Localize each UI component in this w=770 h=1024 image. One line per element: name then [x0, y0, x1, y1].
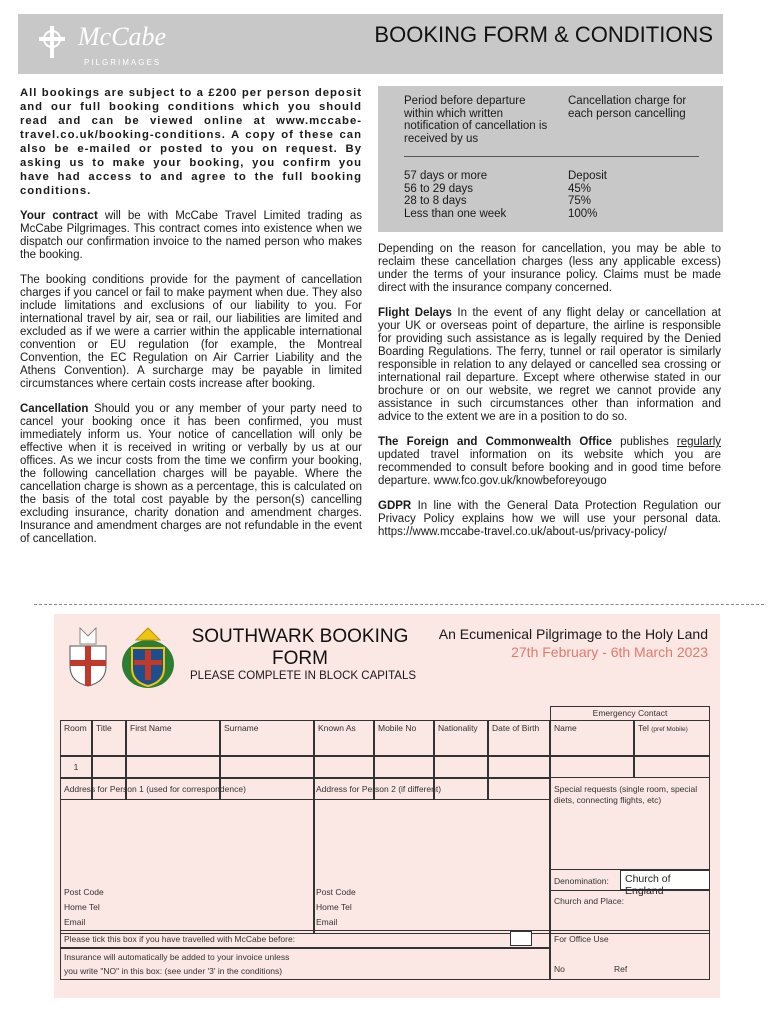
contract-paragraph — [20, 210, 362, 262]
charge-value: 100% — [568, 207, 598, 220]
tel-note: (pref Mobile) — [651, 726, 688, 733]
table-divider — [404, 156, 699, 157]
mobile-cell-1[interactable] — [374, 756, 434, 778]
cut-line — [34, 604, 764, 605]
cancellation-heading: Cancellation — [20, 403, 89, 415]
period-list — [404, 170, 506, 220]
tel-label: Tel — [638, 723, 649, 733]
page-title: BOOKING FORM & CONDITIONS — [374, 22, 713, 47]
logo-subtitle: PILGRIMAGES — [84, 58, 162, 67]
flight-delays-heading: Flight Delays — [378, 307, 452, 319]
col-first-name: First Name — [126, 720, 220, 756]
fco-heading: The Foreign and Commonwealth Office — [378, 436, 612, 448]
nationality-cell-1[interactable] — [434, 756, 488, 778]
conditions-left-column — [20, 86, 362, 546]
denomination-label: Denomination: — [554, 876, 609, 886]
room-cell — [60, 756, 92, 778]
period-row: 57 days or more — [404, 170, 488, 182]
booking-form — [54, 614, 720, 998]
celtic-cross-icon — [34, 24, 70, 60]
period-row: 28 to 8 days — [404, 195, 467, 207]
flight-delays-text: In the event of any flight delay or cancellation at your UK or overseas point of departure, the airline is responsible for providing such assistance as is legally required by the Denied Boarding Regulations. The ferry, tunnel or rail operator is similarly responsible in relation to any delayed or cancelled sea crossing or international rail departure. Except where otherwise stated in our brochure or on our website, we regret we cannot provide any assistance in such circumstances other than information and advice to the extent we are in a position to do so. — [378, 307, 721, 423]
booking-conditions-paragraph: The booking conditions provide for the payment of cancellation charges if you cancel or fail to make payment when due. They also include limitations and exclusions of our liability to you. For international travel by air, sea or rail, our liabilities are limited and excluded as if we were a carrier within the applicable international convention or EU regulation (for example, the Montreal Convention, the EC Regulation on Air Carrier Liability and the Athens Convention). A surcharge may be payable in limited circumstances where certain costs increase after booking. — [20, 274, 362, 390]
address-person-1-label: Address for Person 1 (used for correspondence) — [64, 784, 246, 794]
conditions-right-column — [378, 243, 721, 539]
cathedral-crest-icon — [116, 624, 180, 690]
cancellation-text: Should you or any member of your party need to cancel your booking once it has been confirmed, you must immediately inform us. Your notice of cancellation will only be effective when it is received in writing or verbally by us at our offices. As we incur costs from the time we confirm your booking, the following cancellation charges will be payable. Where the cancellation charge is shown as a percentage, this is calculated on the basis of the total cost payable by the person(s) cancelling excluding insurance, charity donation and amendment charges. Insurance and amendment charges are not refundable in the event of cancellation. — [20, 403, 362, 545]
col-room: Room — [60, 720, 92, 756]
fco-text-2: updated travel information on its website which you are recommended to consult before booking and in good time before departure. www.fco.gov.uk/knowbeforeyougo — [378, 449, 721, 487]
intro-statement: All bookings are subject to a £200 per person deposit and our full booking conditions which you should read and can be viewed online at www.mccabe-travel.co.uk/booking-conditions. A copy of these can also be e-mailed or posted to you on request. By asking us to make your booking, you confirm you have had access to and agree to the full booking conditions. — [20, 87, 362, 197]
fco-regularly: regularly — [676, 436, 721, 448]
denomination-divider — [550, 890, 710, 891]
email-label-2: Email — [316, 917, 338, 927]
period-row: 56 to 29 days — [404, 182, 474, 195]
room-number: 1 — [60, 756, 92, 778]
dob-cell-1[interactable] — [488, 756, 550, 778]
col-date-of-birth: Date of Birth — [488, 720, 550, 756]
fco-paragraph — [378, 436, 721, 488]
gdpr-text: In line with the General Data Protection Regulation our Privacy Policy explains how we will use your personal data. https://www.mccabe-travel.co.uk/about-us/privacy-policy/ — [378, 500, 721, 538]
page-header — [18, 14, 723, 74]
diocese-shield-icon — [66, 626, 110, 688]
cancellation-charges-table — [378, 86, 723, 232]
office-no-label: No — [554, 964, 565, 974]
flight-delays-paragraph — [378, 307, 721, 424]
insurance-line-1: Insurance will automatically be added to your invoice unless — [64, 952, 290, 962]
col-surname: Surname — [220, 720, 314, 756]
charge-value: Deposit — [568, 170, 607, 182]
gdpr-paragraph — [378, 500, 721, 539]
col-emergency-tel — [634, 720, 710, 756]
col-nationality: Nationality — [434, 720, 488, 756]
charge-list — [568, 170, 607, 220]
event-title: An Ecumenical Pilgrimage to the Holy Land — [438, 626, 708, 642]
form-subtitle: PLEASE COMPLETE IN BLOCK CAPITALS — [190, 670, 417, 682]
address-person-2-label: Address for Person 2 (if different) — [316, 784, 442, 794]
emergency-tel-cell-1[interactable] — [634, 756, 710, 778]
surname-cell-1[interactable] — [220, 756, 314, 778]
emergency-name-cell-1[interactable] — [550, 756, 634, 778]
col-emergency-name: Name — [550, 720, 634, 756]
insurance-line-2: you write "NO" in this box: (see under '3' in the conditions) — [64, 966, 283, 976]
period-column-header: Period before departure within which written notification of cancellation is received by us — [404, 95, 548, 145]
col-mobile-no: Mobile No — [374, 720, 434, 756]
contract-text: will be with McCabe Travel Limited trading as McCabe Pilgrimages. This contract comes into existence when we dispatch our confirmation invoice to the named person who makes the booking. — [20, 210, 362, 261]
first-name-cell-1[interactable] — [126, 756, 220, 778]
col-title: Title — [92, 720, 126, 756]
home-tel-label-2: Home Tel — [316, 902, 352, 912]
event-dates: 27th February - 6th March 2023 — [511, 644, 708, 660]
known-as-cell-1[interactable] — [314, 756, 374, 778]
email-label-1: Email — [64, 917, 86, 927]
logo-name: McCabe — [78, 22, 167, 51]
office-use-label: For Office Use — [554, 934, 609, 944]
denomination-value[interactable]: Church of England — [620, 870, 710, 890]
gdpr-heading: GDPR — [378, 500, 412, 512]
col-known-as: Known As — [314, 720, 374, 756]
charge-value: 45% — [568, 182, 592, 195]
post-code-label-1: Post Code — [64, 887, 104, 897]
emergency-contact-header: Emergency Contact — [550, 706, 710, 720]
form-title: SOUTHWARK BOOKING FORM — [191, 626, 409, 669]
home-tel-label-1: Home Tel — [64, 902, 100, 912]
post-code-label-2: Post Code — [316, 887, 356, 897]
contract-heading: Your contract — [20, 210, 98, 222]
charge-value: 75% — [568, 195, 592, 207]
mccabe-logo — [30, 20, 190, 72]
travelled-before-checkbox[interactable] — [510, 931, 532, 946]
church-and-place-label: Church and Place: — [554, 896, 624, 906]
office-ref-label: Ref — [614, 964, 628, 974]
title-cell-1[interactable] — [92, 756, 126, 778]
fco-text: publishes — [611, 436, 677, 448]
charge-column-header: Cancellation charge for each person cancelling — [568, 95, 687, 120]
insurance-reclaim-paragraph: Depending on the reason for cancellation, you may be able to reclaim these cancellation charges (less any applicable excess) under the terms of your insurance policy. Claims must be made direct with the insurance company concerned. — [378, 243, 721, 294]
travelled-before-label: Please tick this box if you have travelled with McCabe before: — [64, 934, 296, 944]
special-requests-box[interactable]: Special requests (single room, special diets, connecting flights, etc) — [550, 778, 710, 870]
cancellation-paragraph — [20, 403, 362, 546]
period-row: Less than one week — [404, 207, 507, 220]
